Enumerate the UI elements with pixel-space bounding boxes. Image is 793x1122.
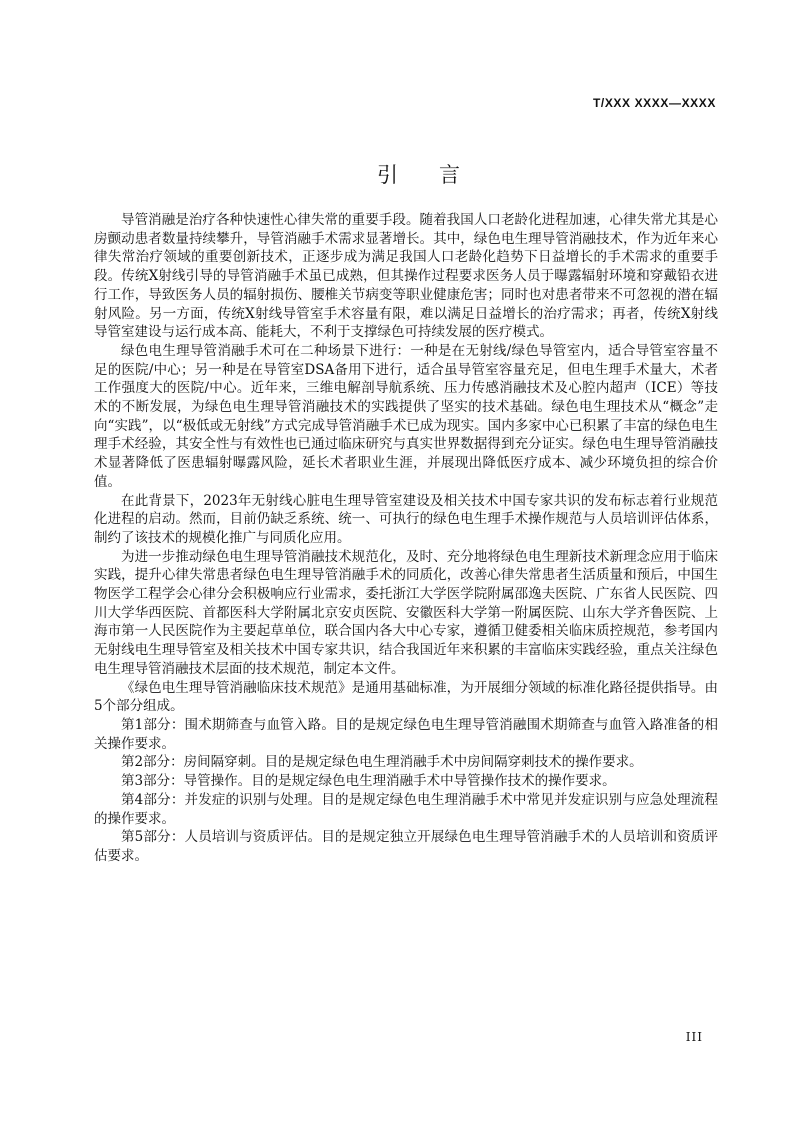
part-5-description: 第5部分：人员培训与资质评估。目的是规定独立开展绿色电生理导管消融手术的人员培训和资质评估要求。 [94,829,718,864]
part-1-description: 第1部分：围术期筛查与血管入路。目的是规定绿色电生理导管消融围术期筛查与血管入路准备的相关操作要求。 [94,716,718,752]
part-3-description: 第3部分：导管操作。目的是规定绿色电生理消融手术中导管操作技术的操作要求。 [121,773,616,790]
part-4-description: 第4部分：并发症的识别与处理。目的是规定绿色电生理消融手术中常见并发症识别与应急处理流程的操作要求。 [94,791,718,827]
page-number: III [685,1030,703,1044]
intro-paragraph-scenarios: 绿色电生理导管消融手术可在二种场景下进行：一种是在无射线/绿色导管室内，适合导管室容量不足的医院/中心；另一种是在导管室DSA备用下进行，适合虽导管室容量充足，但电生理手术量大，术者工作强度大的医院/中心。近年来，三维电解剖导航系统、压力传感消融技术及心腔内超声（ICE）等技术的不断发展，为绿色电生理导管消融技术的实践提供了坚实的技术基础。绿色电生理技术从“概念”走向“实践”，以“极低或无射线”方式完成导管消融手术已成为现实。国内多家中心已积累了丰富的绿色电生理手术经验，其安全性与有效性也已通过临床研究与真实世界数据得到充分证实。绿色电生理导管消融技术显著降低了医患辐射曝露风险，延长术者职业生涯，并展现出降低医疗成本、减少环境负担的综合价值。 [94,342,718,490]
intro-paragraph-drafting: 为进一步推动绿色电生理导管消融技术规范化，及时、充分地将绿色电生理新技术新理念应用于临床实践，提升心律失常患者绿色电生理导管消融手术的同质化，改善心律失常患者生活质量和预后，中国生物医学工程学会心律分会积极响应行业需求，委托浙江大学医学院附属邵逸夫医院、广东省人民医院、四川大学华西医院、首都医科大学附属北京安贞医院、安徽医科大学第一附属医院、山东大学齐鲁医院、上海市第一人民医院作为主要起草单位，联合国内各大中心专家，遵循卫健委相关临床质控规范，参考国内无射线电生理导管室及相关技术中国专家共识，结合我国近年来积累的丰富临床实践经验，重点关注绿色电生理导管消融技术层面的技术规范，制定本文件。 [94,548,718,677]
intro-paragraph-structure: 《绿色电生理导管消融临床技术规范》是通用基础标准，为开展细分领域的标准化路径提供指导。由5个部分组成。 [94,679,718,715]
document-number: T/XXX XXXX—XXXX [592,96,716,110]
part-2-description: 第2部分：房间隔穿刺。目的是规定绿色电生理消融手术中房间隔穿刺技术的操作要求。 [121,754,643,771]
page-title: 引言 [377,163,501,187]
introduction-body [94,211,718,866]
intro-paragraph-context: 在此背景下，2023年无射线心脏电生理导管室建设及相关技术中国专家共识的发布标志着行业规范化进程的启动。然而，目前仍缺乏系统、统一、可执行的绿色电生理手术操作规范与人员培训评估体系，制约了该技术的规模化推广与同质化应用。 [94,492,718,546]
intro-paragraph-background: 导管消融是治疗各种快速性心律失常的重要手段。随着我国人口老龄化进程加速，心律失常尤其是心房颤动患者数量持续攀升，导管消融手术需求显著增长。其中，绿色电生理导管消融技术，作为近年来心律失常治疗领域的重要创新技术，正逐步成为满足我国人口老龄化趋势下日益增长的手术需求的重要手段。传统X射线引导的导管消融手术虽已成熟，但其操作过程要求医务人员于曝露辐射环境和穿戴铅衣进行工作，导致医务人员的辐射损伤、腰椎关节病变等职业健康危害；同时也对患者带来不可忽视的潜在辐射风险。另一方面，传统X射线导管室手术容量有限，难以满足日益增长的治疗需求；再者，传统X射线导管室建设与运行成本高、能耗大，不利于支撑绿色可持续发展的医疗模式。 [94,212,718,341]
